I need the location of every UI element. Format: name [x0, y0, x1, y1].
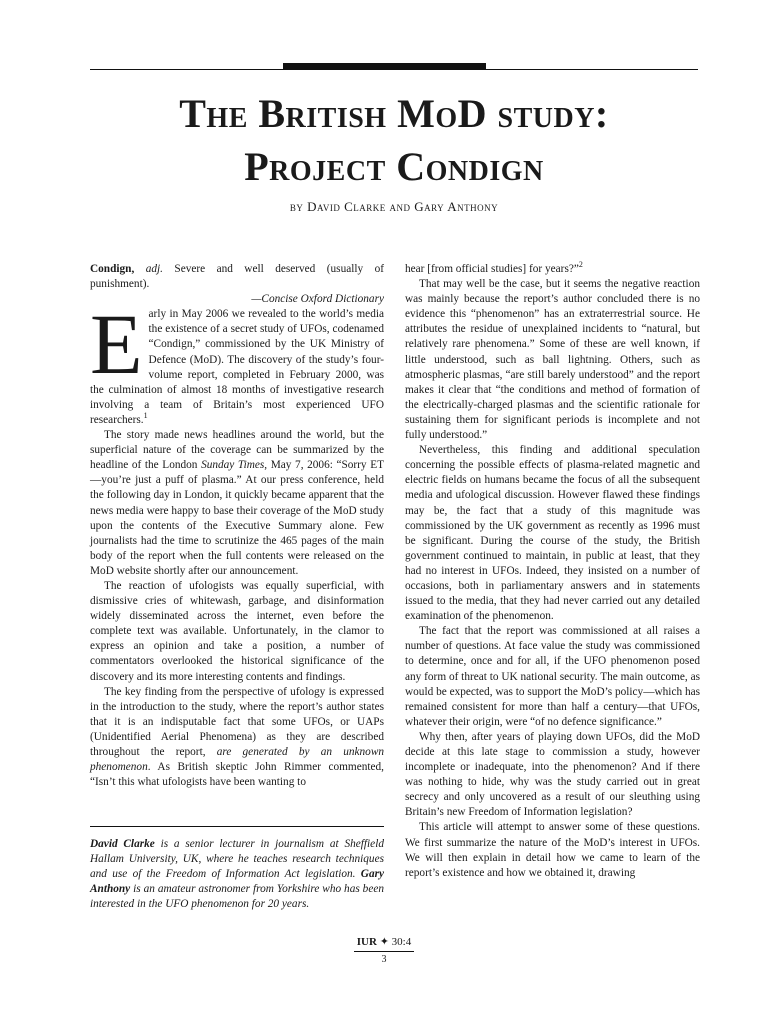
paragraph-2	[90, 428, 384, 579]
bio-name-1: David Clarke	[90, 838, 155, 850]
issue-number: 30:4	[391, 936, 412, 948]
bio-name-2: Gary Anthony	[90, 868, 384, 896]
paragraph-3: The reaction of ufologists was equally superficial, with dismissive cries of whitewash, garbage, and disinformation widely disseminated across the internet, even before the complete text was available. Unfortunately, in the clamor to express an opinion and take a position, a number of commentators overlooked the historical significance of the discovery and its more interesting contents and findings.	[90, 579, 384, 683]
paragraph-r3: The fact that the report was commissioned at all raises a number of questions. At face value the study was commissioned to determine, once and for all, if the UFO phenomenon posed any form of threat to UK national security. The main outcome, as would be expected, was to support the MoD’s policy—which has remained consistent for more than half a century—that UFOs, whatever their origin, were “of no defence significance.”	[405, 625, 700, 728]
paragraph-r0	[405, 262, 700, 277]
paragraph-2-italic: Sunday Times	[201, 459, 265, 472]
epigraph-pos: adj.	[145, 263, 163, 275]
paragraph-r1: That may well be the case, but it seems the negative reaction was mainly because the report’s author concluded there is no evidence this “phenomenon” has an extraterrestrial source. He attributes the residue of unexplained incidents to “natural, but relatively rare phenomena.” Some of these are well known, if little understood, such as ball lightning. Others, such as atmospheric plasmas, “are still barely understood” and the report makes it clear that “the conditions and method of formation of the electrically-charged plasmas and the scientific rationale for sustaining them for significant periods is incomplete and not fully understood.”	[405, 278, 700, 442]
epigraph-definition: Severe and well deserved (usually of punishment).	[90, 263, 384, 291]
paragraph-r5: This article will attempt to answer some of these questions. We first summarize the nature of the MoD’s interest in UFOs. We will then explain in detail how we came to learn of the report’s existence and how we obtained it, drawing	[405, 821, 700, 879]
paragraph-1-text: arly in May 2006 we revealed to the world’s media the existence of a secret study of UFOs, codenamed “Condign,” commissioned by the UK Ministry of Defence (MoD). The discovery of the study’s four-volume report, completed in February 2000, was the culmination of almost 18 months of investigative research involving a team of Britain’s most experienced UFO researchers.	[90, 308, 384, 426]
paragraph-2-text-a: The story made news headlines around the world, but the superficial nature of the coverage can be summarized by the headline of the London	[90, 429, 384, 472]
running-footer	[300, 935, 468, 948]
right-column	[405, 262, 700, 881]
author-bio	[90, 826, 384, 912]
paragraph-4-text-a: The key finding from the perspective of ufology is expressed in the introduction to the study, where the report’s author states that it is an indisputable fact that some UFOs, or UAPs (Unidentified Aerial Phenomena) as they are described throughout the report,	[90, 685, 384, 758]
footnote-ref-2: 2	[578, 260, 583, 270]
journal-name: IUR	[356, 936, 377, 948]
footnote-ref-1: 1	[143, 411, 148, 421]
paragraph-r4: Why then, after years of playing down UFOs, did the MoD decide at this late stage to commission a study, however incomplete or inadequate, into the phenomenon? And if there was nothing to hide, why was the study carried out in great secrecy and only uncovered as a result of our sleuthing using Britain’s new Freedom of Information legislation?	[405, 730, 700, 819]
drop-cap: E	[90, 296, 143, 393]
paragraph-4-italic: are generated by an unknown phenomenon	[90, 746, 384, 774]
epigraph-source: —Concise Oxford Dictionary	[251, 293, 384, 306]
article-title-line1: The British MoD study:	[179, 91, 609, 136]
page-number: 3	[381, 954, 387, 965]
epigraph-term: Condign,	[90, 263, 135, 275]
bio-text-2: is an amateur astronomer from Yorkshire who has been interested in the UFO phenomenon for 20 years.	[90, 883, 384, 911]
paragraph-r0-text: hear [from official studies] for years?”	[405, 263, 579, 275]
footer-rule	[354, 951, 414, 952]
bio-text-1: is a senior lecturer in journalism at Sheffield Hallam University, UK, where he teaches research techniques and use of the Freedom of Information Act legislation.	[90, 838, 384, 881]
star-icon: ✦	[379, 936, 389, 948]
header-thin-rule	[90, 69, 698, 70]
paragraph-4-text-b: . As British skeptic John Rimmer commented, “Isn’t this what ufologists have been wanting to	[90, 761, 384, 789]
left-column	[90, 262, 384, 790]
article-title-line2: Project Condign	[244, 144, 544, 189]
epigraph	[90, 262, 384, 292]
paragraph-r2: Nevertheless, this finding and additional speculation concerning the possible effects of plasma-related magnetic and electric fields on humans became the focus of all the subsequent media and ufological discussion. However flawed these findings may be, the fact that a study of this magnitude was commissioned by the UK government as recently as 1996 must be significant. During the course of the study, the British government continued to maintain, in public at least, that they had no interest in UFOs. Indeed, they insisted on a number of occasions, both in parliamentary answers and in statements issued to the media, that they had never carried out any detailed examination of the phenomenon.	[405, 444, 700, 623]
byline: by David Clarke and Gary Anthony	[289, 199, 499, 214]
paragraph-2-text-b: , May 7, 2006: “Sorry ET—you’re just a puff of plasma.” At our press conference, held the following day in London, it quickly became apparent that the news media were happy to base their coverage of the MoD study upon the contents of the Executive Summary alone. Few journalists had the time to scrutinize the 465 pages of the main body of the report when the full contents were released on the MoD website shortly after our announcement.	[90, 459, 384, 577]
paragraph-4	[90, 685, 384, 791]
